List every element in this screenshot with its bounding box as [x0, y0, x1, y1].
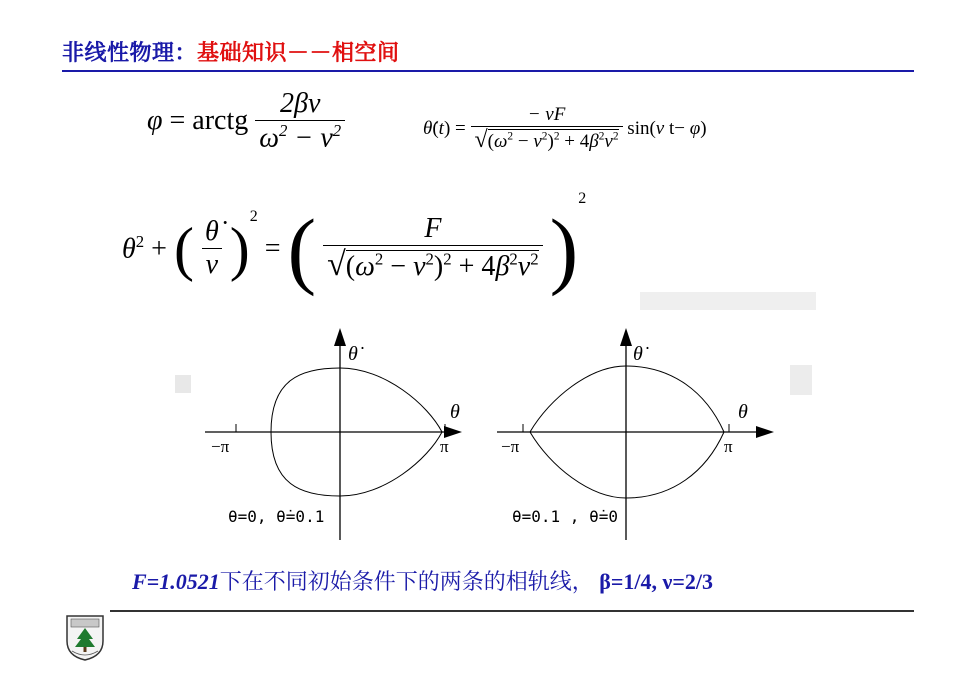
caption-text: 下在不同初始条件下的两条的相轨线，: [219, 570, 594, 595]
tick-label-left: −π: [501, 437, 520, 456]
thetadot-equation: θ̇(t) = $\frac{- \nu F}{√(\omega^2 - \nu^2)^2 + 4\beta^2\nu^2}$ sin(ν t− φ): [423, 104, 707, 153]
footer-rule: [110, 610, 914, 612]
caption-beta: β=1/4,: [599, 569, 657, 594]
energy-equation: $\theta^2$ + ( $\frac{\thetȧ}{\nu}$ )$^2$ = ( $\frac{F}{√(\omega^2 - \nu^2)^2 + 4\beta^2\nu^2}$ )$^2$: [122, 190, 587, 297]
y-axis-arrow: [620, 328, 632, 346]
phi-fraction: $\frac{2\beta\nu}{\omega^2 - \nu^2}$: [255, 88, 345, 154]
bg-shade: [640, 292, 816, 310]
tick-label-right: π: [724, 437, 733, 456]
tick-label-left: −π: [211, 437, 230, 456]
university-logo: [64, 613, 106, 661]
phase-plot-2: [497, 328, 774, 540]
bg-shade: [790, 365, 812, 395]
phase-plot-1: [205, 328, 462, 540]
title-part-2: 基础知识－－相空间: [197, 41, 400, 66]
y-axis-arrow: [334, 328, 346, 346]
title-part-1: 非线性物理：: [62, 41, 198, 66]
energy-inner-fraction: $\frac{\thetȧ}{\nu}$: [201, 216, 223, 281]
x-axis-label: θ: [450, 401, 460, 423]
initial-condition-label: θ=0, θ̇=0.1: [228, 507, 325, 526]
bg-shade: [175, 375, 191, 393]
phi-equation: φ = arctg $\frac{2\beta\nu}{\omega^2 - \nu^2}$: [147, 88, 345, 154]
caption-prefix: F=1.0521: [132, 569, 220, 594]
y-axis-label: θ̇: [348, 343, 358, 365]
energy-fraction: $\frac{F}{√(\omega^2 - \nu^2)^2 + 4\beta^2\nu^2}$: [323, 213, 542, 284]
figure-caption: [132, 565, 713, 596]
thetadot-fraction: $\frac{- \nu F}{√(\omega^2 - \nu^2)^2 + 4\beta^2\nu^2}$: [471, 104, 623, 154]
initial-condition-label: θ=0.1 , θ̇=0: [512, 507, 618, 526]
x-axis-arrow: [756, 426, 774, 438]
y-axis-label: θ̇: [633, 343, 643, 365]
x-axis-label: θ: [738, 401, 748, 423]
tick-label-right: π: [440, 437, 449, 456]
caption-nu: ν=2/3: [662, 569, 713, 594]
